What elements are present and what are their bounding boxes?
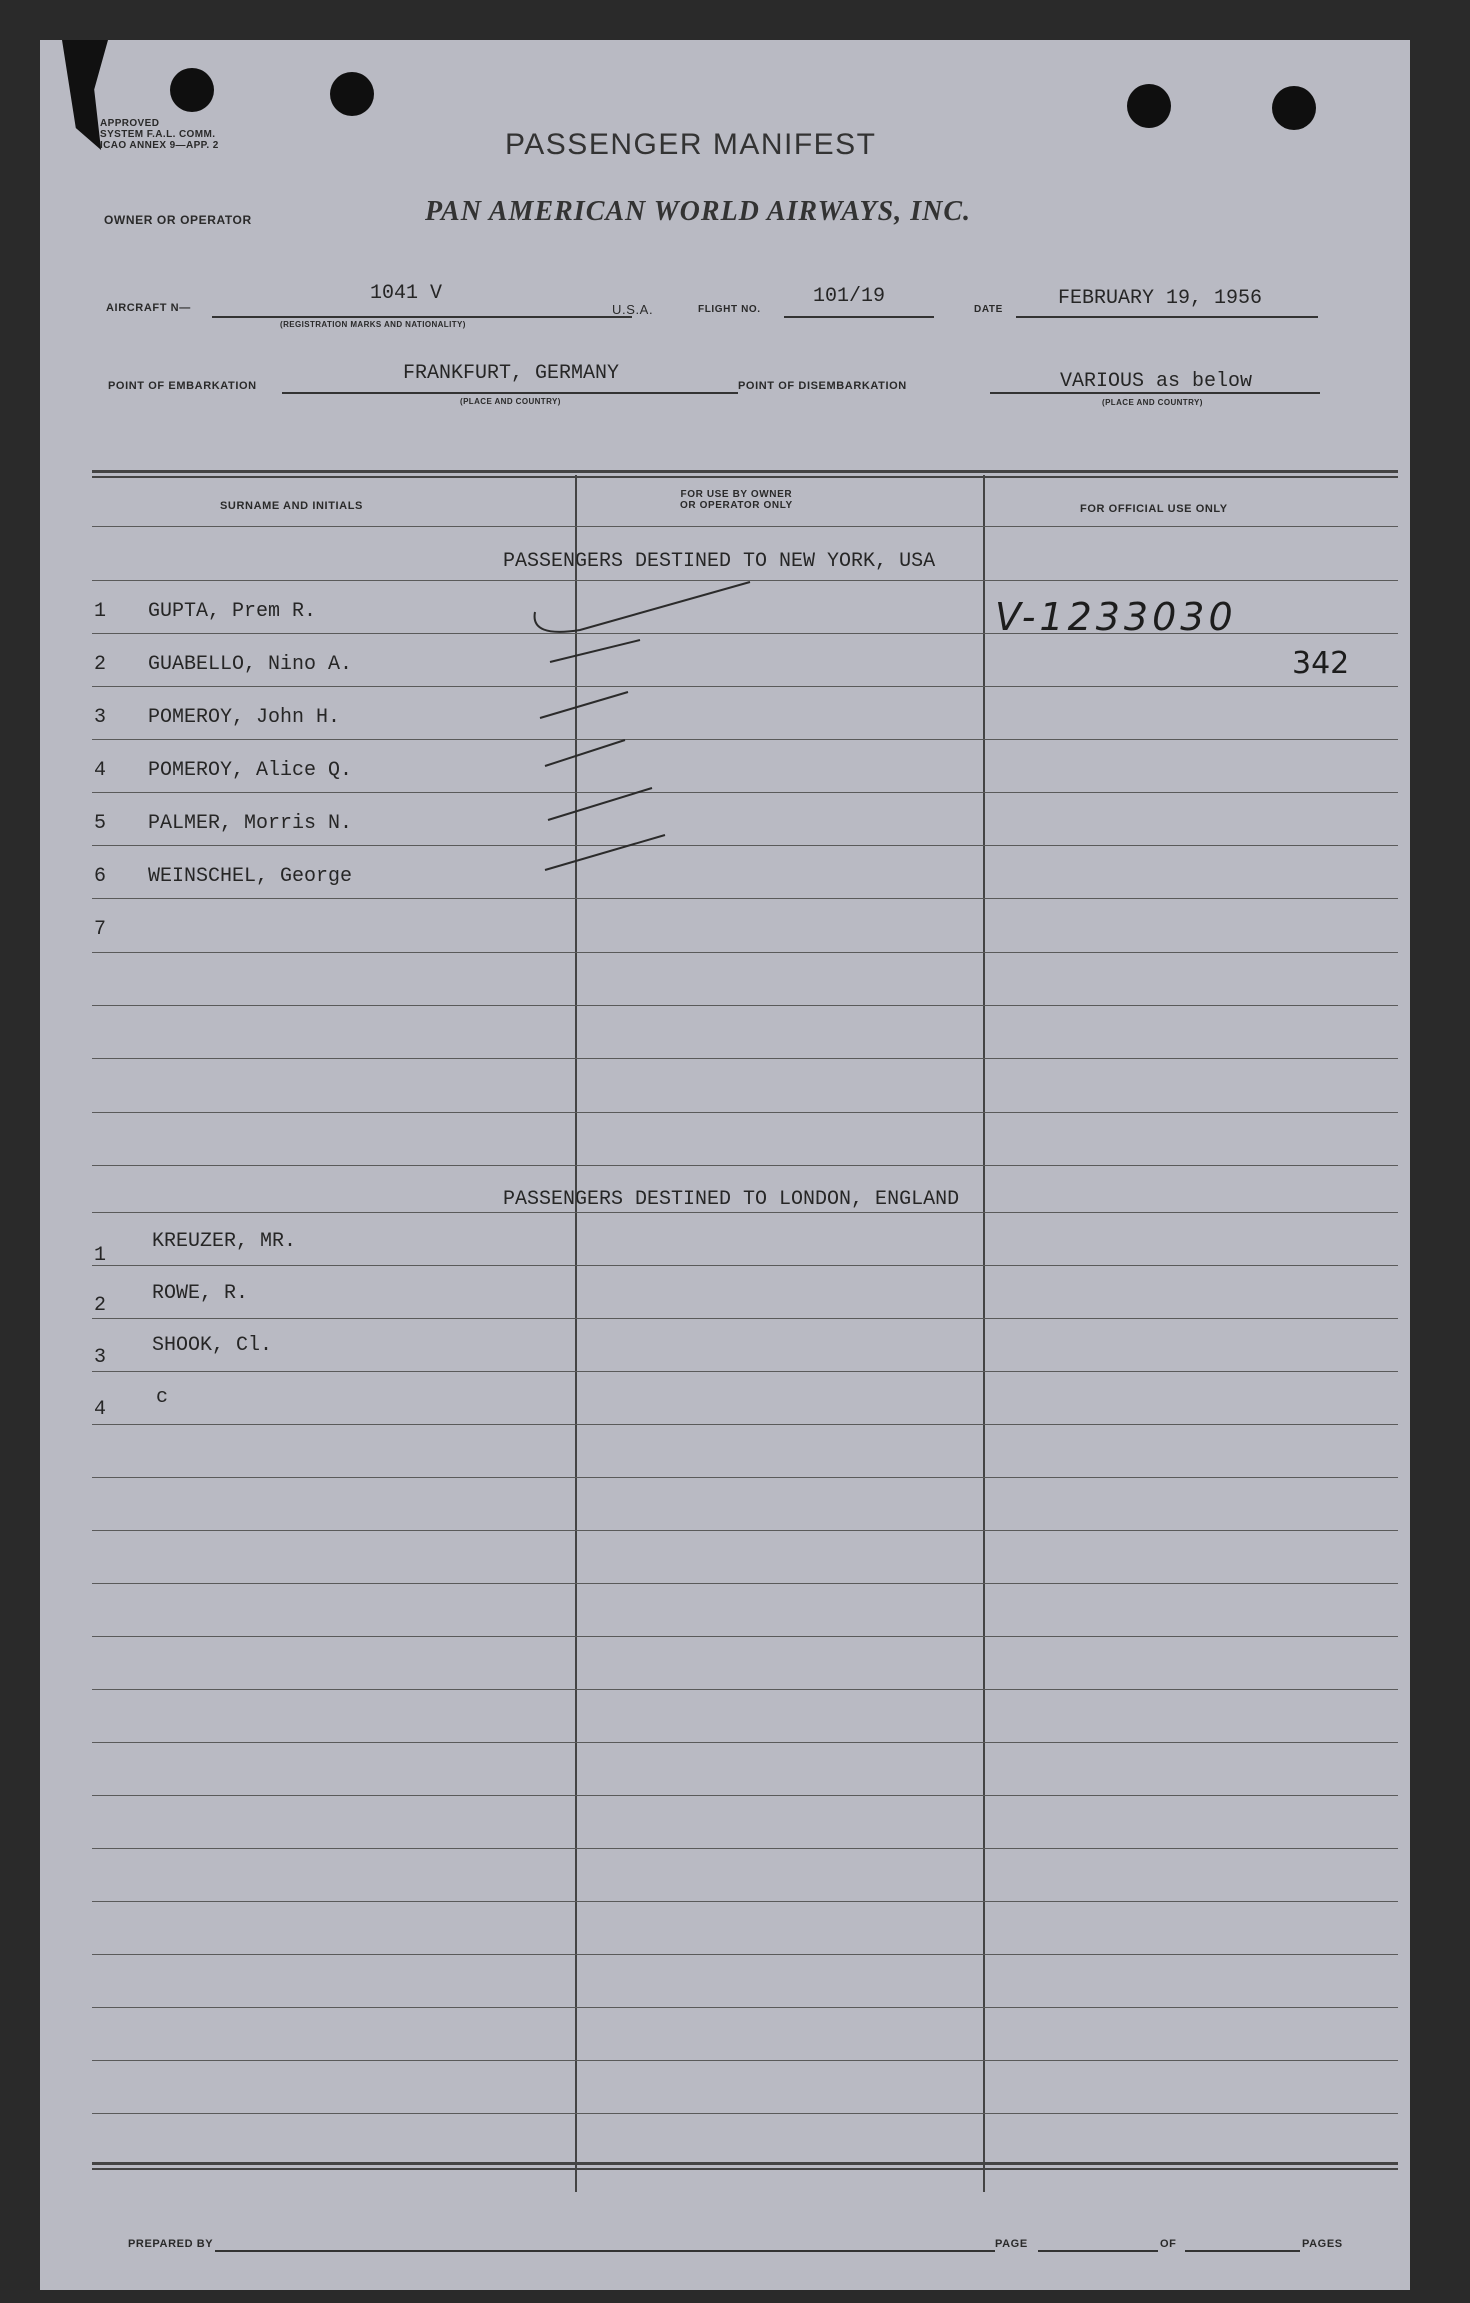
row-rule: [92, 1530, 1398, 1531]
row-rule: [92, 1318, 1398, 1319]
row-rule: [92, 2113, 1398, 2114]
passenger-number: 2: [94, 1294, 107, 1317]
passenger-number: 5: [94, 812, 107, 835]
aircraft-label: AIRCRAFT N—: [106, 302, 191, 314]
passenger-name: WEINSCHEL, George: [148, 865, 353, 888]
row-rule: [92, 1112, 1398, 1113]
row-rule: [92, 1901, 1398, 1902]
passenger-number: 7: [94, 918, 107, 941]
col-surname-header: SURNAME AND INITIALS: [220, 500, 363, 512]
passenger-number: 4: [94, 1398, 107, 1421]
passenger-name: ROWE, R.: [152, 1282, 249, 1305]
group-heading-new-york: PASSENGERS DESTINED TO NEW YORK, USA: [503, 550, 936, 573]
embark-value: FRANKFURT, GERMANY: [403, 362, 620, 385]
official-visa-number: V-1233030: [995, 595, 1237, 639]
operator-name: PAN AMERICAN WORLD AIRWAYS, INC.: [425, 196, 972, 227]
embark-label: POINT OF EMBARKATION: [108, 380, 257, 392]
usa-label: U.S.A.: [612, 302, 654, 317]
row-rule: [92, 1954, 1398, 1955]
row-rule: [92, 1636, 1398, 1637]
row-rule: [92, 2060, 1398, 2061]
passenger-name: POMEROY, Alice Q.: [148, 759, 353, 782]
approval-line: SYSTEM F.A.L. COMM.: [100, 129, 216, 140]
manifest-sheet: [40, 40, 1410, 2290]
row-rule: [92, 952, 1398, 953]
col-official-header: FOR OFFICIAL USE ONLY: [1080, 503, 1228, 515]
of-label: OF: [1160, 2238, 1177, 2250]
row-rule: [92, 1477, 1398, 1478]
approval-line: ICAO ANNEX 9—APP. 2: [100, 140, 219, 151]
row-rule: [92, 1005, 1398, 1006]
row-rule: [92, 1371, 1398, 1372]
handwritten-check-marks: [40, 40, 1410, 940]
passenger-name: KREUZER, MR.: [152, 1230, 297, 1253]
col-owner-header-line: OR OPERATOR ONLY: [680, 500, 793, 511]
row-rule: [92, 1265, 1398, 1266]
aircraft-value: 1041 V: [370, 282, 443, 305]
flight-label: FLIGHT NO.: [698, 304, 761, 315]
row-rule: [92, 1848, 1398, 1849]
of-line: [1185, 2250, 1300, 2252]
passenger-number: 6: [94, 865, 107, 888]
row-rule: [92, 1742, 1398, 1743]
passenger-name: GUPTA, Prem R.: [148, 600, 317, 623]
page-line: [1038, 2250, 1158, 2252]
row-rule: [92, 1212, 1398, 1213]
official-number: 342: [1292, 646, 1350, 681]
row-rule: [92, 1583, 1398, 1584]
disembark-caption: (PLACE AND COUNTRY): [1102, 398, 1203, 407]
passenger-number: 3: [94, 706, 107, 729]
passenger-name: PALMER, Morris N.: [148, 812, 353, 835]
table-bottom-border: [92, 2168, 1398, 2170]
date-label: DATE: [974, 304, 1003, 315]
embark-caption: (PLACE AND COUNTRY): [460, 397, 561, 406]
passenger-name: c: [156, 1386, 169, 1409]
col-owner-header-line: FOR USE BY OWNER: [680, 489, 793, 500]
page-label: PAGE: [995, 2238, 1028, 2250]
prepared-by-line: [215, 2250, 995, 2252]
registration-caption: (REGISTRATION MARKS AND NATIONALITY): [280, 320, 466, 329]
row-rule: [92, 2007, 1398, 2008]
passenger-name: SHOOK, Cl.: [152, 1334, 273, 1357]
disembark-value: VARIOUS as below: [1060, 370, 1253, 393]
row-rule: [92, 1058, 1398, 1059]
owner-label: OWNER OR OPERATOR: [104, 213, 252, 227]
passenger-number: 1: [94, 1244, 107, 1267]
row-rule: [92, 1424, 1398, 1425]
pages-label: PAGES: [1302, 2238, 1343, 2250]
page-title: PASSENGER MANIFEST: [505, 128, 877, 161]
passenger-number: 2: [94, 653, 107, 676]
passenger-name: GUABELLO, Nino A.: [148, 653, 353, 676]
table-bottom-border: [92, 2162, 1398, 2165]
group-heading-london: PASSENGERS DESTINED TO LONDON, ENGLAND: [503, 1188, 960, 1211]
passenger-name: POMEROY, John H.: [148, 706, 341, 729]
passenger-number: 4: [94, 759, 107, 782]
passenger-number: 3: [94, 1346, 107, 1369]
approval-line: APPROVED: [100, 118, 160, 129]
passenger-number: 1: [94, 600, 107, 623]
disembark-label: POINT OF DISEMBARKATION: [738, 380, 907, 392]
flight-value: 101/19: [813, 285, 886, 308]
prepared-by-label: PREPARED BY: [128, 2238, 214, 2250]
date-value: FEBRUARY 19, 1956: [1058, 287, 1263, 310]
row-rule: [92, 1165, 1398, 1166]
row-rule: [92, 1689, 1398, 1690]
row-rule: [92, 1795, 1398, 1796]
